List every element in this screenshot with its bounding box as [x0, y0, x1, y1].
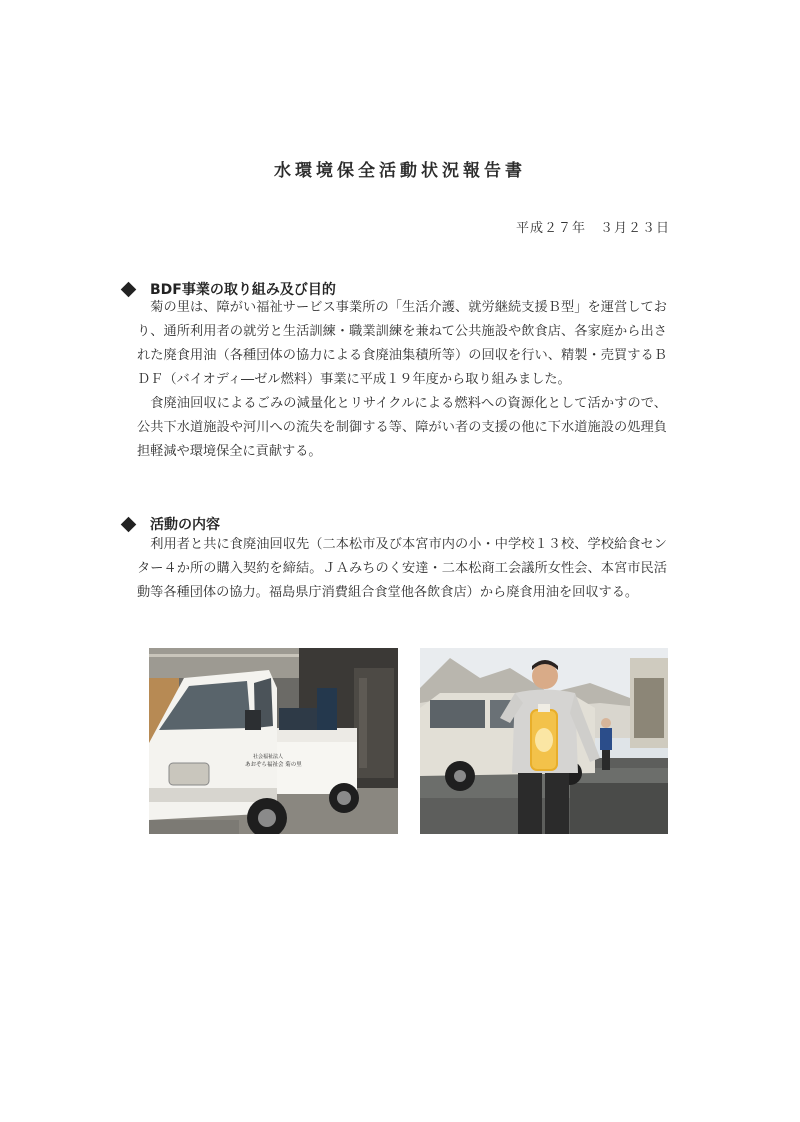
diamond-bullet-icon: [121, 281, 137, 297]
section-body-activity: [137, 533, 667, 605]
paragraph: 利用者と共に食廃油回収先（二本松市及び本宮市内の小・中学校１３校、学校給食センター４か所の購入契約を締結。ＪＡみちのく安達・二本松商工会議所女性会、本宮市民活動等各種団体の協力。福島県庁消費組合食堂他各飲食店）から廃食用油を回収する。: [137, 537, 667, 600]
photo-collection-truck: [149, 648, 398, 834]
paragraph: 食廃油回収によるごみの減量化とリサイクルによる燃料への資源化として活かすので、公共下水道施設や河川への流失を制御する等、障がい者の支援の他に下水道施設の処理負担軽減や環境保全に貢献する。: [137, 396, 667, 459]
section-body-bdf: [137, 296, 667, 464]
photo-oil-collection: [420, 648, 668, 834]
document-title: 水環境保全活動状況報告書: [274, 161, 526, 181]
section-heading-text: 活動の内容: [150, 517, 220, 533]
report-date: 平成２７年 ３月２３日: [515, 221, 670, 236]
section-heading-activity: [120, 514, 220, 534]
paragraph: 菊の里は、障がい福祉サービス事業所の「生活介護、就労継続支援Ｂ型」を運営しており、通所利用者の就労と生活訓練・職業訓練を兼ねて公共施設や飲食店、各家庭から出された廃食用油（各種団体の協力による食廃油集積所等）の回収を行い、精製・売買するＢＤＦ（バイオディ―ゼル燃料）事業に平成１９年度から取り組みました。: [137, 300, 667, 387]
section-heading-text: BDF事業の取り組み及び目的: [150, 282, 336, 298]
diamond-bullet-icon: [121, 516, 137, 532]
truck-door-text-1: 社会福祉法人: [253, 754, 284, 760]
truck-illustration: [149, 648, 398, 834]
truck-door-text-2: あおぞら福祉会 菊の里: [245, 762, 302, 768]
collection-illustration: [420, 648, 668, 834]
